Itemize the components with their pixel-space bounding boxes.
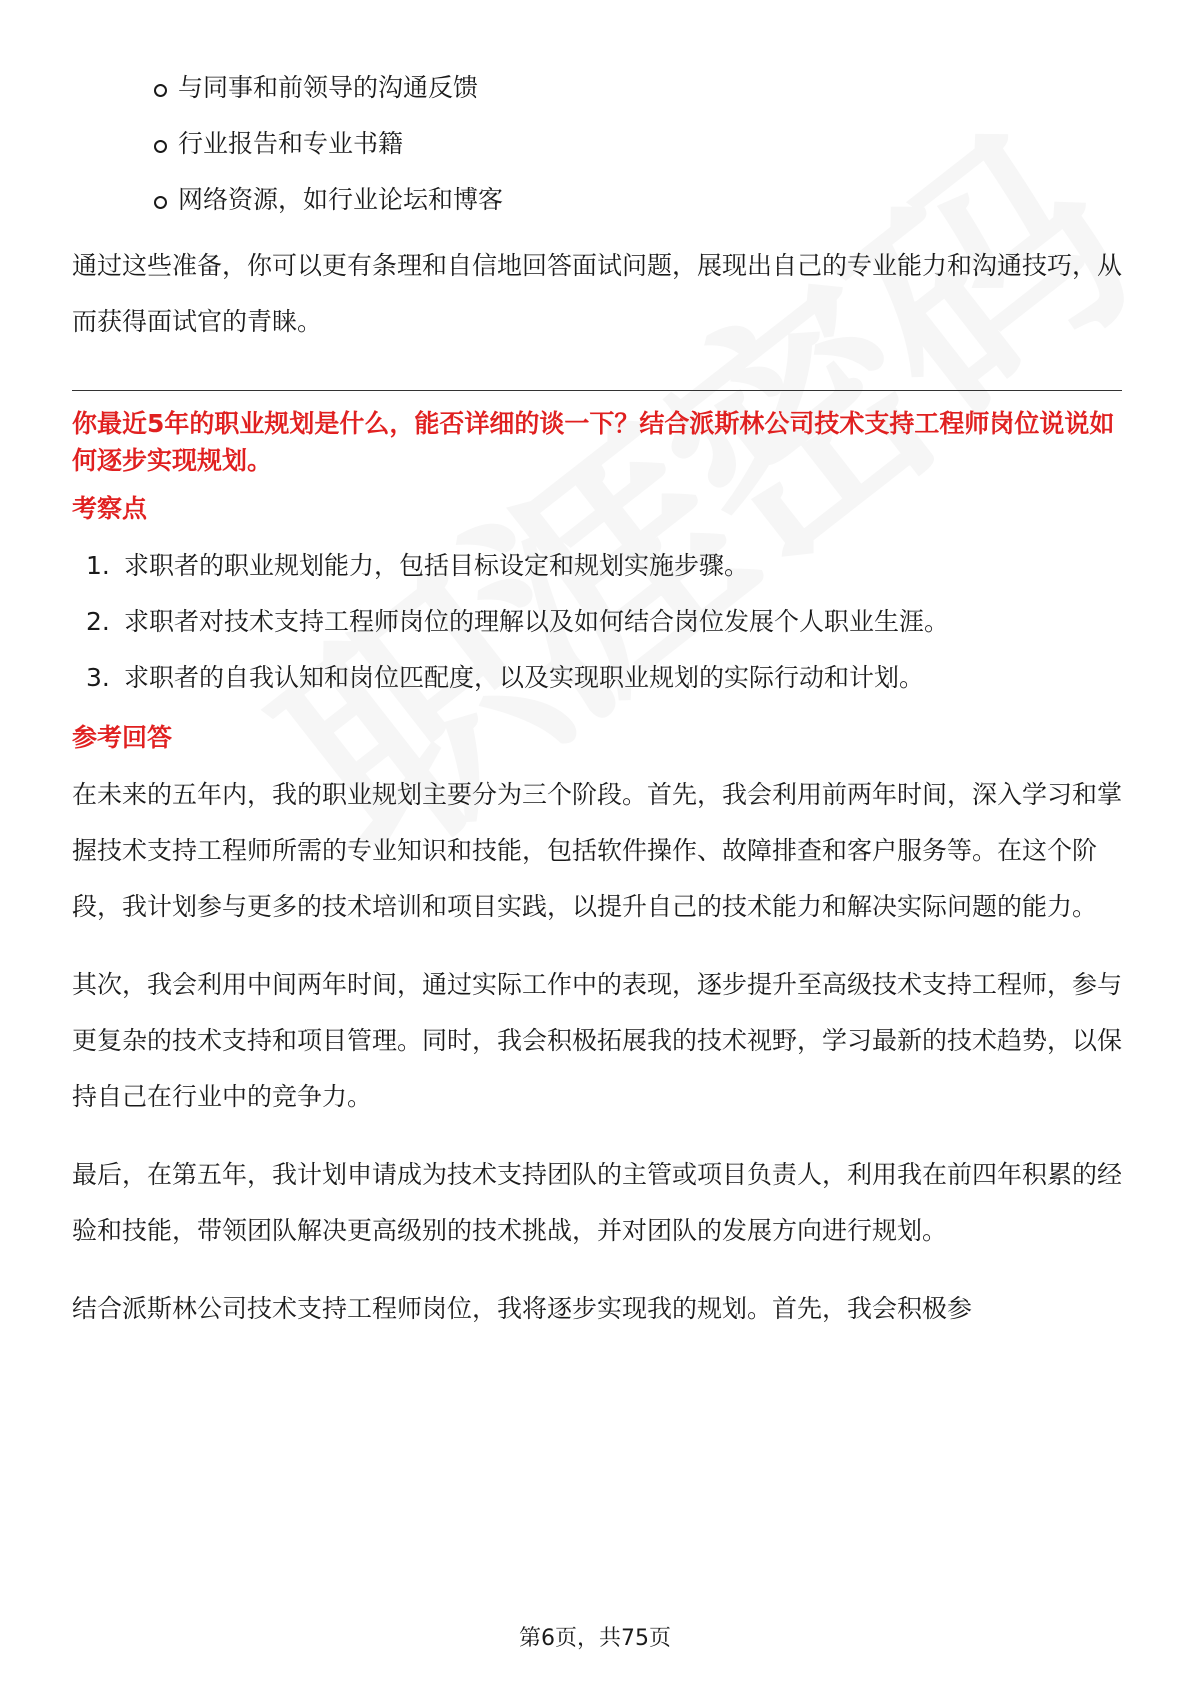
source-list (72, 70, 1122, 217)
answer-paragraph: 其次，我会利用中间两年时间，通过实际工作中的表现，逐步提升至高级技术支持工程师，参与更复杂的技术支持和项目管理。同时，我会积极拓展我的技术视野，学习最新的技术趋势，以保持自己在行业中的竞争力。 (72, 970, 1123, 1111)
list-text: 求职者的自我认知和岗位匹配度，以及实现职业规划的实际行动和计划。 (124, 663, 925, 692)
list-text: 求职者对技术支持工程师岗位的理解以及如何结合岗位发展个人职业生涯。 (124, 607, 950, 636)
answer-paragraph: 结合派斯林公司技术支持工程师岗位，我将逐步实现我的规划。首先，我会积极参 (72, 1294, 973, 1323)
section-title-answer: 参考回答 (72, 723, 173, 752)
answer-paragraph: 在未来的五年内，我的职业规划主要分为三个阶段。首先，我会利用前两年时间，深入学习和掌握技术支持工程师所需的专业知识和技能，包括软件操作、故障排查和客户服务等。在这个阶段，我计划参与更多的技术培训和项目实践，以提升自己的技术能力和解决实际问题的能力。 (72, 780, 1123, 921)
list-item: 行业报告和专业书籍 (72, 126, 1122, 161)
document-body (72, 70, 1122, 1337)
list-number: 2. (86, 607, 110, 636)
list-item (72, 660, 1122, 695)
list-item (72, 548, 1122, 583)
answer-block (72, 767, 1122, 1337)
list-item: 与同事和前领导的沟通反馈 (72, 70, 1122, 105)
points-list (72, 548, 1122, 695)
intro-paragraph: 通过这些准备，你可以更有条理和自信地回答面试问题，展现出自己的专业能力和沟通技巧，从而获得面试官的青睐。 (72, 251, 1123, 336)
section-title-points: 考察点 (72, 494, 148, 523)
question-heading: 你最近5年的职业规划是什么，能否详细的谈一下？结合派斯林公司技术支持工程师岗位说说如何逐步实现规划。 (72, 409, 1115, 475)
list-text: 求职者的职业规划能力，包括目标设定和规划实施步骤。 (124, 551, 750, 580)
section-divider (72, 390, 1122, 391)
page-footer: 第6页，共75页 (519, 1626, 671, 1651)
answer-paragraph: 最后，在第五年，我计划申请成为技术支持团队的主管或项目负责人，利用我在前四年积累的经验和技能，带领团队解决更高级别的技术挑战，并对团队的发展方向进行规划。 (72, 1160, 1123, 1245)
list-number: 1. (86, 551, 110, 580)
list-item: 网络资源，如行业论坛和博客 (72, 182, 1122, 217)
list-item (72, 604, 1122, 639)
list-number: 3. (86, 663, 110, 692)
